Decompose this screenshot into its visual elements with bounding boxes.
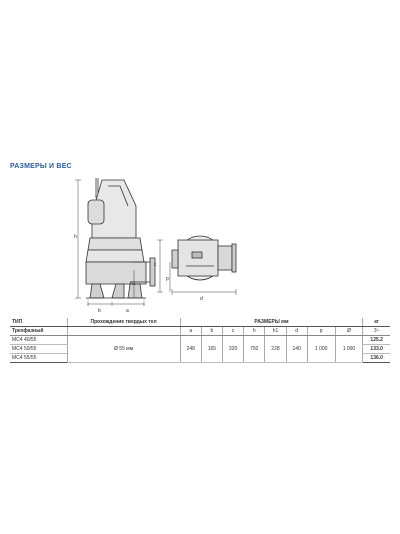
value-h: 792 [244,336,265,363]
header-dims: РАЗМЕРЫ мм [180,318,363,327]
subheader-c: c [223,327,244,336]
table-header-row [10,318,390,327]
subheader-d: d [286,327,307,336]
label-a: a [126,308,129,314]
subheader-h: h [244,327,265,336]
table-row [10,336,390,345]
row-model: MC4 55/55 [10,354,67,363]
label-p: p [166,276,169,282]
value-diameter: 1 000 [335,336,363,363]
subheader-p: p [307,327,335,336]
subheader-a: a [180,327,201,336]
subheader-h1: h1 [265,327,286,336]
label-h: h [74,234,77,240]
row-weight: 125.2 [363,336,390,345]
pump-side-view [86,178,155,298]
specs-table [10,318,390,363]
row-weight: 136.0 [363,354,390,363]
label-h1: h1 [130,281,136,287]
row-weight: 133.0 [363,345,390,354]
label-b: b [98,308,101,314]
label-c: c [154,262,157,268]
value-a: 248 [180,336,201,363]
value-h1: 228 [265,336,286,363]
passage-value: Ø 55 мм [67,336,180,363]
row-model: MC4 40/55 [10,336,67,345]
section-title: РАЗМЕРЫ И ВЕС [10,163,72,170]
value-c: 320 [223,336,244,363]
value-d: 140 [286,336,307,363]
header-type: ТИП [10,318,67,327]
header-weight: кг [363,318,390,327]
subheader-diameter: Ø [335,327,363,336]
subheader-b: b [201,327,222,336]
table-subheader-row [10,327,390,336]
pump-top-view [172,236,236,280]
subheader-type: Трехфазный [10,327,67,336]
value-b: 165 [201,336,222,363]
label-d: d [200,296,203,302]
row-model: MC4 50/55 [10,345,67,354]
subheader-passage-empty [67,327,180,336]
subheader-weight: 3~ [363,327,390,336]
header-passage: Прохождение твердых тел [67,318,180,327]
value-p: 1 000 [307,336,335,363]
